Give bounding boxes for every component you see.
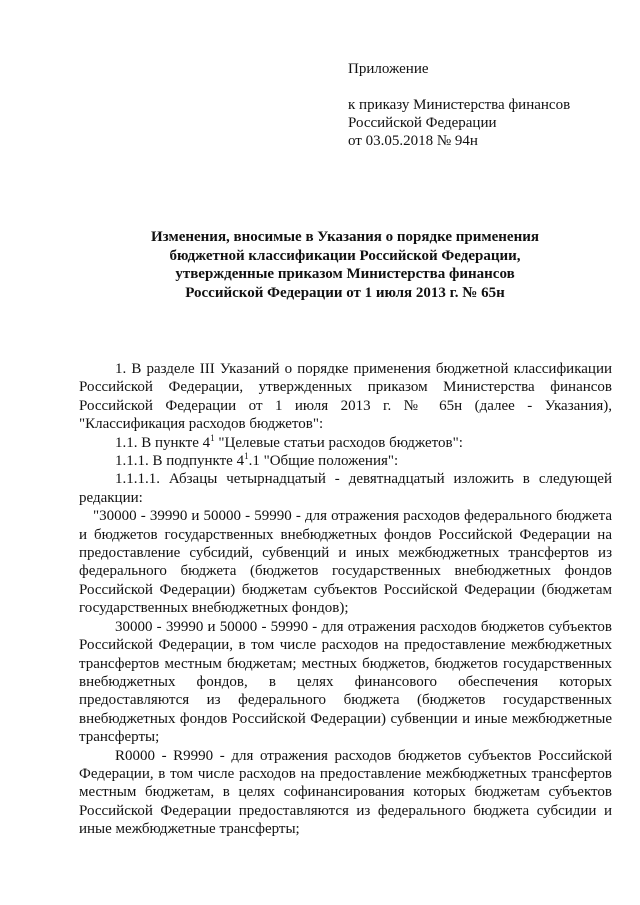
document-title [80,228,610,302]
appendix-ministry-line: Российской Федерации [348,115,497,131]
document-body [79,360,612,839]
paragraph-3-text-b: .1 "Общие положения": [248,453,399,470]
paragraph-1: 1. В разделе III Указаний о порядке применения бюджетной классификации Российской Федерации, утвержденных приказом Министерства финансов Российской Федерации от 1 июля 2013 г. № 65н (далее - Указания), "Классификация расходов бюджетов": [79,361,612,433]
paragraph-4: 1.1.1.1. Абзацы четырнадцатый - девятнадцатый изложить в следующей редакции: [79,471,612,506]
title-line-2: бюджетной классификации Российской Федерации, [169,247,521,264]
title-line-4: Российской Федерации от 1 июля 2013 г. № 65н [185,284,505,301]
paragraph-3-text-a: 1.1.1. В подпункте 4 [115,453,245,470]
appendix-block [348,60,618,150]
paragraph-5: "30000 - 39990 и 50000 - 59990 - для отражения расходов федерального бюджета и бюджетов государственных внебюджетных фондов Российской Федерации на предоставление субсидий, субвенций и иных межбюджетных трансфертов из федерального бюджета (бюджетов государственных внебюджетных фондов Российской Федерации) бюджетам субъектов Российской Федерации (бюджетам государственных внебюджетных фондов); [79,508,612,617]
title-line-1: Изменения, вносимые в Указания о порядке применения [151,229,539,245]
paragraph-3 [79,452,612,470]
appendix-date-line: от 03.05.2018 № 94н [348,133,478,149]
paragraph-2-superscript: 1 [210,432,215,443]
paragraph-3-superscript: 1 [244,451,249,462]
paragraph-6: 30000 - 39990 и 50000 - 59990 - для отражения расходов бюджетов субъектов Российской Федерации, в том числе расходов на предоставление межбюджетных трансфертов местным бюджетам; местных бюджетов, бюджетов государственных внебюджетных фондов, в целях финансового обеспечения которых предоставляются из федерального бюджета (бюджетов государственных внебюджетных фондов Российской Федерации) субвенции и иные межбюджетные трансферты; [79,618,612,746]
appendix-label: Приложение [348,61,429,77]
paragraph-7: R0000 - R9990 - для отражения расходов бюджетов субъектов Российской Федерации, в том числе расходов на предоставление межбюджетных трансфертов местным бюджетам, в целях софинансирования которых бюджетам субъектов Российской Федерации предоставляются из федерального бюджета субсидии и иные межбюджетные трансферты; [79,747,612,838]
title-line-3: утвержденные приказом Министерства финансов [175,266,515,282]
paragraph-2 [79,434,612,452]
appendix-order-line: к приказу Министерства финансов [348,97,571,113]
paragraph-2-text-b: "Целевые статьи расходов бюджетов": [214,434,463,451]
paragraph-2-text-a: 1.1. В пункте 4 [115,434,211,451]
